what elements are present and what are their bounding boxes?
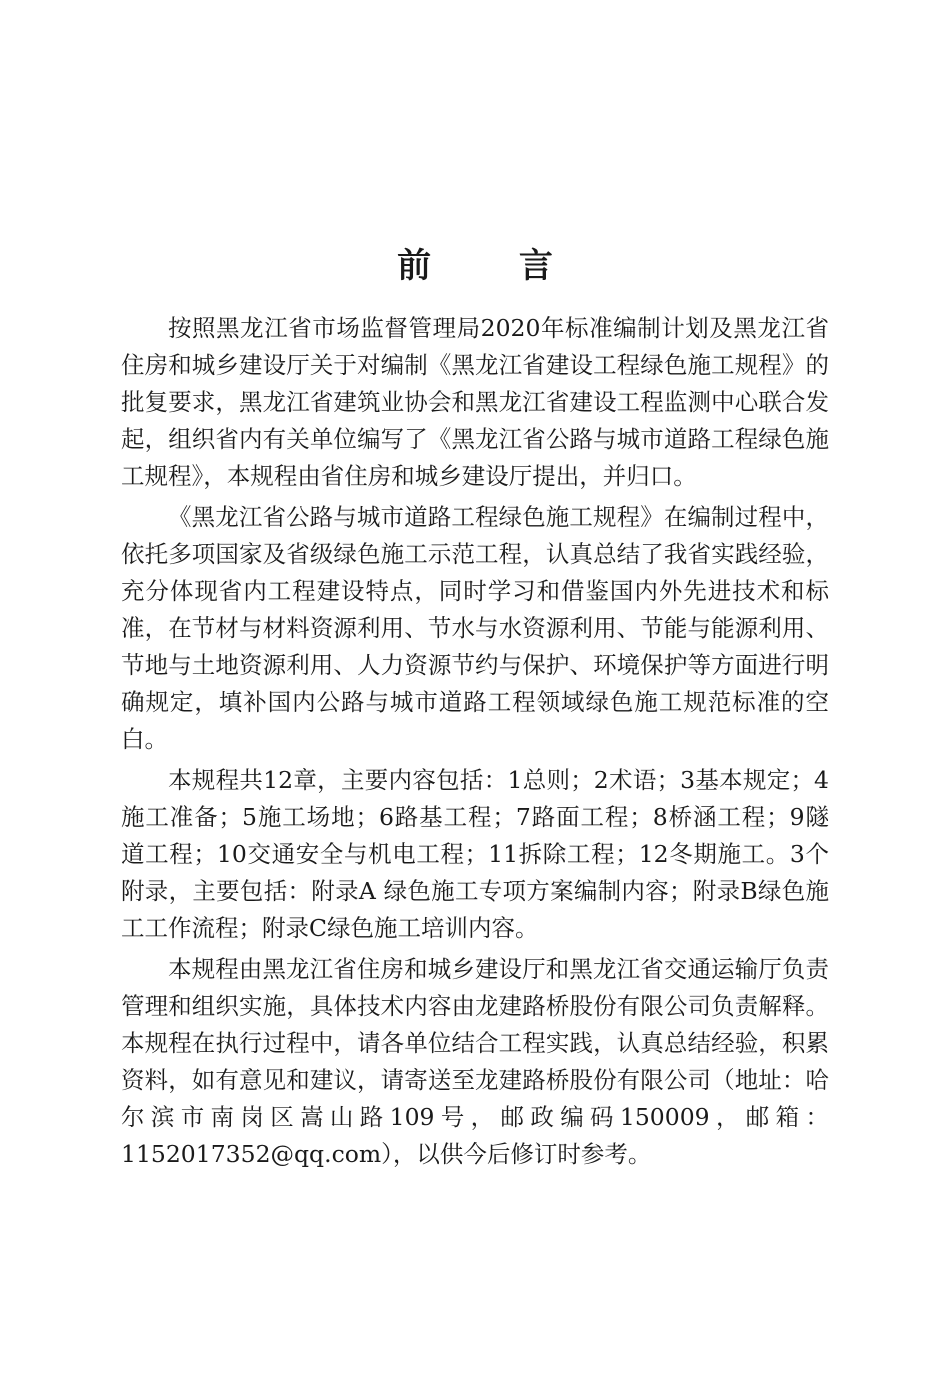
paragraph-contents: 本规程共12章，主要内容包括：1总则；2术语；3基本规定；4施工准备；5施工场地；6路基工程；7路面工程；8桥涵工程；9隧道工程；10交通安全与机电工程；11拆除工程；12冬期施工。3个附录，主要包括：附录A 绿色施工专项方案编制内容；附录B绿色施工工作流程；附录C绿色施工培训内容。 xyxy=(121,766,829,942)
preface-body xyxy=(121,310,829,1177)
paragraph-management: 本规程由黑龙江省住房和城乡建设厅和黑龙江省交通运输厅负责管理和组织实施，具体技术内容由龙建路桥股份有限公司负责解释。本规程在执行过程中，请各单位结合工程实践，认真总结经验，积累资料，如有意见和建议，请寄送至龙建路桥股份有限公司（地址：哈尔滨市南岗区嵩山路109号，邮政编码150009，邮箱：1152017352@qq.com），以供今后修订时参考。 xyxy=(121,955,829,1168)
page-title: 前 言 xyxy=(397,246,591,286)
paragraph-compilation: 《黑龙江省公路与城市道路工程绿色施工规程》在编制过程中，依托多项国家及省级绿色施工示范工程，认真总结了我省实践经验，充分体现省内工程建设特点，同时学习和借鉴国内外先进技术和标准，在节材与材料资源利用、节水与水资源利用、节能与能源利用、节地与土地资源利用、人力资源节约与保护、环境保护等方面进行明确规定，填补国内公路与城市道路工程领域绿色施工规范标准的空白。 xyxy=(121,503,829,753)
paragraph-background: 按照黑龙江省市场监督管理局2020年标准编制计划及黑龙江省住房和城乡建设厅关于对编制《黑龙江省建设工程绿色施工规程》的批复要求，黑龙江省建筑业协会和黑龙江省建设工程监测中心联合发起，组织省内有关单位编写了《黑龙江省公路与城市道路工程绿色施工规程》，本规程由省住房和城乡建设厅提出，并归口。 xyxy=(121,314,829,490)
